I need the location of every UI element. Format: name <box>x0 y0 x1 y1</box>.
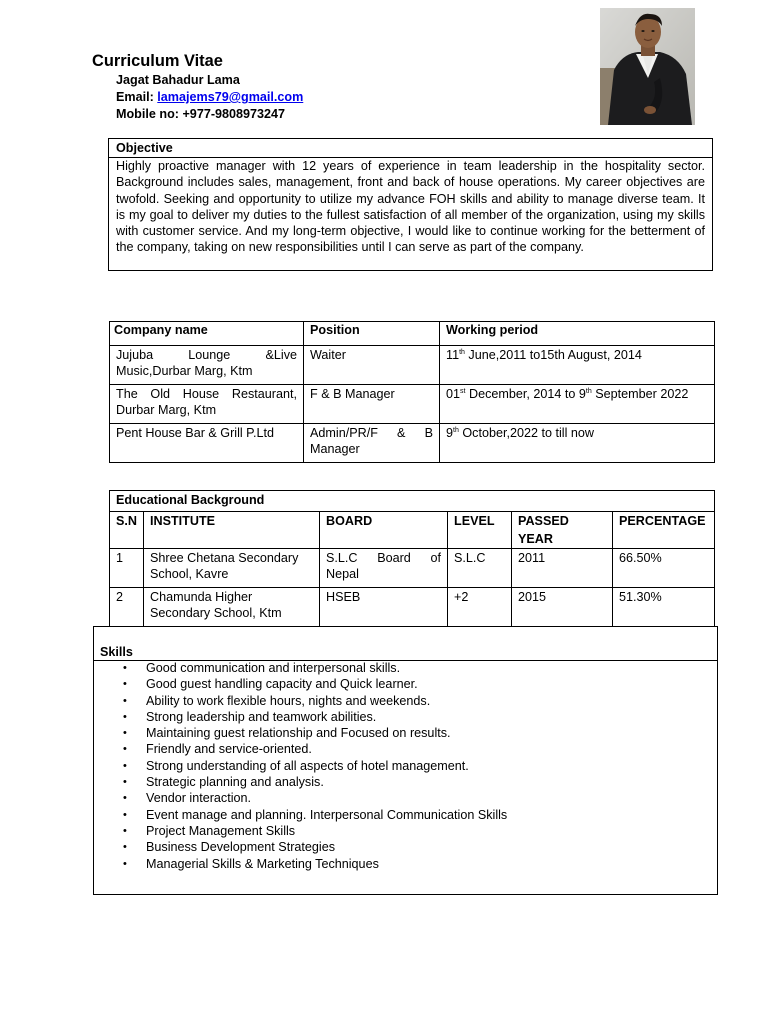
period-day: 9 <box>578 387 586 401</box>
period-text: September 2022 <box>591 387 689 401</box>
institute-cell: Shree Chetana Secondary School, Kavre <box>144 549 320 588</box>
period-suffix: th <box>453 426 459 434</box>
period-text: October,2022 to till now <box>458 426 594 440</box>
skill-item <box>94 676 507 692</box>
skill-text: Business Development Strategies <box>146 840 336 855</box>
skill-item <box>94 839 507 855</box>
bullet-icon: • <box>123 841 127 854</box>
column-header: INSTITUTE <box>144 512 320 549</box>
skills-heading: Skills <box>94 644 717 661</box>
skill-item <box>94 660 507 676</box>
bullet-icon: • <box>123 759 127 772</box>
email-link[interactable]: lamajems79@gmail.com <box>157 90 304 104</box>
skill-item <box>94 725 507 741</box>
education-table <box>109 490 715 627</box>
level-cell: S.L.C <box>448 549 512 588</box>
work-experience-table <box>109 321 715 463</box>
institute-cell: Chamunda Higher Secondary School, Ktm <box>144 588 320 627</box>
skill-item <box>94 823 507 839</box>
skill-item <box>94 790 507 806</box>
skill-text: Maintaining guest relationship and Focused on results. <box>146 726 451 741</box>
column-header: Working period <box>440 322 715 346</box>
skill-text: Strategic planning and analysis. <box>146 775 324 790</box>
column-header: Company name <box>110 322 304 346</box>
objective-heading: Objective <box>109 139 712 158</box>
period-text: June,2011 to15th August, 2014 <box>464 348 642 362</box>
period-day: 11 <box>446 348 460 362</box>
period-suffix: st <box>460 387 466 395</box>
skills-section <box>93 626 718 895</box>
skill-item <box>94 807 507 823</box>
level-cell: +2 <box>448 588 512 627</box>
skill-text: Vendor interaction. <box>146 791 252 806</box>
percentage-cell: 51.30% <box>613 588 715 627</box>
skill-item <box>94 709 507 725</box>
education-heading: Educational Background <box>110 491 715 512</box>
period-suffix: th <box>585 387 592 395</box>
company-cell: Jujuba Lounge &Live Music,Durbar Marg, Ktm <box>110 346 304 385</box>
company-cell: The Old House Restaurant, Durbar Marg, Ktm <box>110 385 304 424</box>
table-row <box>110 549 715 588</box>
skills-list <box>94 660 507 872</box>
table-row <box>110 385 715 424</box>
year-cell: 2011 <box>512 549 613 588</box>
bullet-icon: • <box>123 824 127 837</box>
skill-text: Friendly and service-oriented. <box>146 742 312 757</box>
column-header: PASSED YEAR <box>512 512 613 549</box>
position-cell: F & B Manager <box>304 385 440 424</box>
bullet-icon: • <box>123 808 127 821</box>
column-header: LEVEL <box>448 512 512 549</box>
skill-text: Strong leadership and teamwork abilities. <box>146 709 377 724</box>
board-cell: HSEB <box>320 588 448 627</box>
skill-text: Good communication and interpersonal skills. <box>146 661 401 675</box>
company-cell: Pent House Bar & Grill P.Ltd <box>110 424 304 463</box>
profile-photo <box>600 8 695 125</box>
column-header: S.N <box>110 512 144 549</box>
candidate-name: Jagat Bahadur Lama <box>116 73 240 87</box>
period-cell <box>440 385 715 424</box>
column-header: PERCENTAGE <box>613 512 715 549</box>
bullet-icon: • <box>123 776 127 789</box>
table-row <box>110 346 715 385</box>
skill-text: Good guest handling capacity and Quick learner. <box>146 677 418 692</box>
bullet-icon: • <box>123 678 127 691</box>
skill-text: Managerial Skills & Marketing Techniques <box>146 856 379 871</box>
email-label: Email: <box>116 90 154 104</box>
period-text: December, 2014 to <box>465 387 579 401</box>
skill-text: Ability to work flexible hours, nights and weekends. <box>146 693 431 708</box>
column-header: Position <box>304 322 440 346</box>
bullet-icon: • <box>123 727 127 740</box>
period-day: 01 <box>446 387 461 401</box>
table-row <box>110 424 715 463</box>
position-cell: Waiter <box>304 346 440 385</box>
period-cell <box>440 346 715 385</box>
page-title: Curriculum Vitae <box>92 52 223 70</box>
skill-item <box>94 856 507 872</box>
sn-cell: 1 <box>110 549 144 588</box>
email-line <box>116 89 303 105</box>
table-header-row <box>110 322 715 346</box>
position-cell: Admin/PR/F & B Manager <box>304 424 440 463</box>
objective-section <box>108 138 713 271</box>
period-day: 9 <box>446 426 454 440</box>
bullet-icon: • <box>123 743 127 756</box>
bullet-icon: • <box>123 710 127 723</box>
objective-text: Highly proactive manager with 12 years of experience in team leadership in the hospitality sector. Background includes sales, management, front and back of house operations. My career objectives are twofold. Seeking and opportunity to utilize my advance FOH skills and ability to manage diverse team. It is my goal to deliver my duties to the fullest satisfaction of all member of the organization, using my skills with customer service. And my long-term objective, I would like to continue working for the betterment of the company, taking on new responsibilities until I can serve as part of the company. <box>116 159 705 255</box>
bullet-icon: • <box>123 662 127 674</box>
table-header-row <box>110 512 715 549</box>
skill-item <box>94 741 507 757</box>
table-row <box>110 588 715 627</box>
percentage-cell: 66.50% <box>613 549 715 588</box>
board-cell: S.L.C Board of Nepal <box>320 549 448 588</box>
bullet-icon: • <box>123 792 127 805</box>
skill-item <box>94 774 507 790</box>
column-header: BOARD <box>320 512 448 549</box>
bullet-icon: • <box>123 694 127 707</box>
bullet-icon: • <box>123 857 127 870</box>
skill-item <box>94 758 507 774</box>
table-heading-row <box>110 491 715 512</box>
mobile-line: Mobile no: +977-9808973247 <box>116 107 286 121</box>
skill-text: Strong understanding of all aspects of hotel management. <box>146 758 469 773</box>
year-cell: 2015 <box>512 588 613 627</box>
skill-item <box>94 693 507 709</box>
period-cell <box>440 424 715 463</box>
period-suffix: th <box>459 348 465 356</box>
sn-cell: 2 <box>110 588 144 627</box>
skill-text: Project Management Skills <box>146 823 296 838</box>
skill-text: Event manage and planning. Interpersonal Communication Skills <box>146 807 508 822</box>
